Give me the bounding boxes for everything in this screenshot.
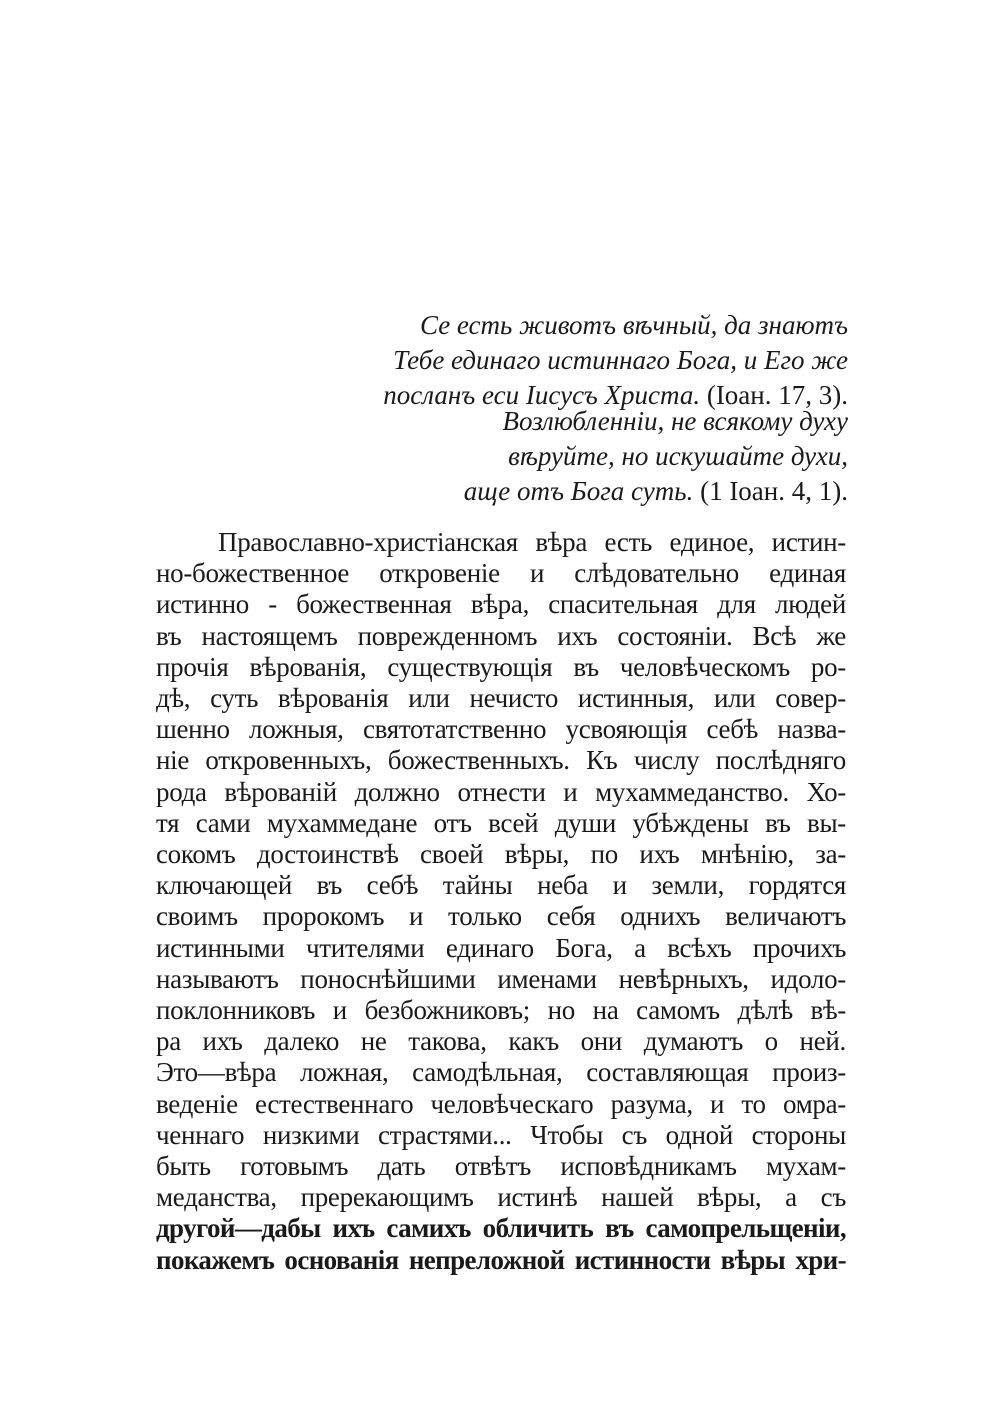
body-line: веденіе естественнаго человѣческаго разума, и то омра- (156, 1088, 846, 1119)
body-line: ченнаго низкими страстями... Чтобы съ одной стороны (156, 1119, 846, 1150)
body-line: истинными чтителями единаго Бога, а всѣхъ прочихъ (156, 932, 846, 963)
body-line: прочія вѣрованія, существующія въ человѣческомъ ро- (156, 651, 846, 682)
body-line: называютъ поноснѣйшими именами невѣрныхъ, идоло- (156, 963, 846, 994)
body-line: быть готовымъ дать отвѣтъ исповѣдникамъ мухам- (156, 1151, 846, 1182)
body-line: рода вѣрованій должно отнести и мухаммеданство. Хо- (156, 776, 846, 807)
epigraph-line: посланъ еси Іисусъ Христа. (Іоан. 17, 3). (383, 380, 848, 410)
body-line: Православно-христіанская вѣра есть единое, истин- (218, 527, 846, 557)
body-line: ніе откровенныхъ, божественныхъ. Къ числу послѣдняго (156, 745, 846, 776)
body-line: сокомъ достоинствѣ своей вѣры, по ихъ мнѣнію, за- (156, 839, 846, 870)
epigraph-line: аще отъ Бога суть. (1 Іоан. 4, 1). (463, 476, 848, 506)
body-line: дѣ, суть вѣрованія или нечисто истинныя, или совер- (156, 683, 846, 714)
epigraph-1-john-4-1 (448, 404, 848, 509)
body-line: но-божественное откровеніе и слѣдовательно единая (156, 558, 846, 589)
epigraph-line: вѣруйте, но искушайте духи, (508, 441, 848, 471)
body-line: Это—вѣра ложная, самодѣльная, составляющая произ- (156, 1057, 846, 1088)
body-line: шенно ложныя, святотатственно усвояющія себѣ назва- (156, 714, 846, 745)
epigraph-reference: (1 Іоан. 4, 1). (693, 476, 848, 506)
body-line: ключающей въ себѣ тайны неба и земли, гордятся (156, 870, 846, 901)
body-line: ра ихъ далеко не такова, какъ они думаютъ о ней. (156, 1026, 846, 1057)
body-line: тя сами мухаммедане отъ всей души убѣждены въ вы- (156, 807, 846, 838)
body-line: поклонниковъ и безбожниковъ; но на самомъ дѣлѣ вѣ- (156, 995, 846, 1026)
body-line: другой—дабы ихъ самихъ обличить въ самопрельщеніи, (156, 1213, 846, 1244)
epigraph-line: Тебе единаго истиннаго Бога, и Его же (393, 345, 848, 375)
body-line: своимъ пророкомъ и только себя однихъ величаютъ (156, 901, 846, 932)
body-line: покажемъ основанія непреложной истинности вѣры хри- (156, 1244, 846, 1275)
epigraph-reference: (Іоан. 17, 3). (700, 380, 848, 410)
body-line: меданства, пререкающимъ истинѣ нашей вѣры, а съ (156, 1182, 846, 1213)
epigraph-line: Возлюбленніи, не всякому духу (502, 406, 848, 436)
epigraph-line: Се есть животъ вѣчный, да знаютъ (420, 310, 848, 340)
body-line: въ настоящемъ поврежденномъ ихъ состояніи. Всѣ же (156, 620, 846, 651)
body-paragraph (156, 527, 846, 1276)
epigraph-john-17-3 (328, 308, 848, 413)
body-line: истинно - божественная вѣра, спасительная для людей (156, 589, 846, 620)
